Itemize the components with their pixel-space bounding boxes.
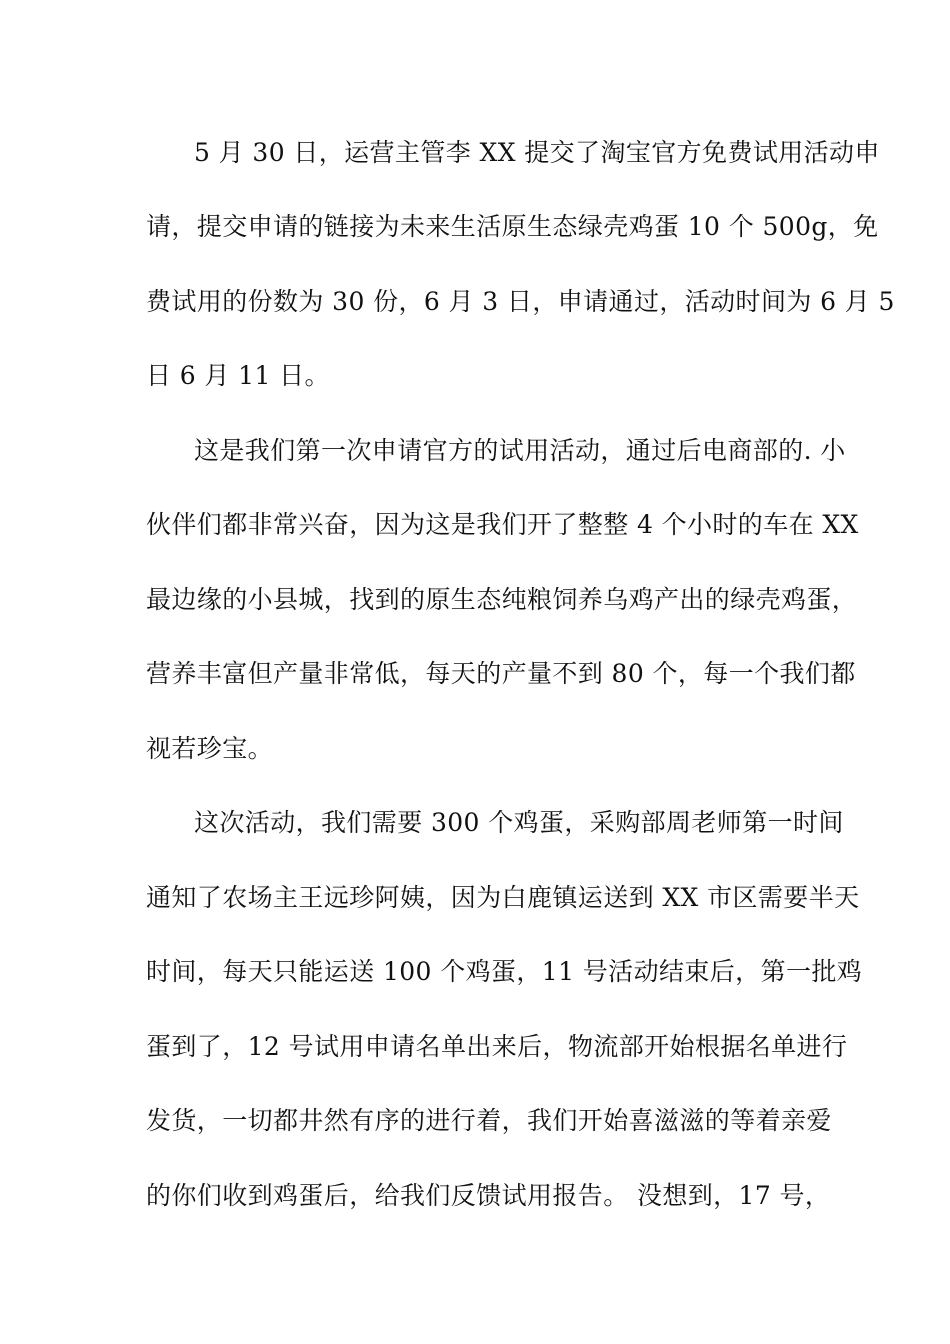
- paragraph-2-line-3: 最边缘的小县城，找到的原生态纯粮饲养乌鸡产出的绿壳鸡蛋，: [146, 585, 858, 614]
- paragraph-3-line-6: 的你们收到鸡蛋后，给我们反馈试用报告。 没想到，17 号，: [146, 1181, 831, 1210]
- paragraph-3-line-2: 通知了农场主王远珍阿姨，因为白鹿镇运送到 XX 市区需要半天: [146, 883, 860, 912]
- paragraph-3-line-4: 蛋到了，12 号试用申请名单出来后，物流部开始根据名单进行: [146, 1032, 848, 1061]
- paragraph-2-line-1: 这是我们第一次申请官方的试用活动，通过后电商部的. 小: [194, 436, 846, 465]
- paragraph-3-line-3: 时间，每天只能运送 100 个鸡蛋，11 号活动结束后，第一批鸡: [146, 957, 863, 986]
- paragraph-1-line-2: 请，提交申请的链接为未来生活原生态绿壳鸡蛋 10 个 500g，免: [146, 212, 879, 241]
- paragraph-2-line-2: 伙伴们都非常兴奋，因为这是我们开了整整 4 个小时的车在 XX: [146, 510, 859, 539]
- paragraph-1-line-1: 5 月 30 日，运营主管李 XX 提交了淘宝官方免费试用活动申: [194, 138, 880, 167]
- paragraph-3-line-5: 发货，一切都井然有序的进行着，我们开始喜滋滋的等着亲爱: [146, 1106, 832, 1135]
- paragraph-2-line-4: 营养丰富但产量非常低，每天的产量不到 80 个，每一个我们都: [146, 659, 856, 688]
- paragraph-3-line-1: 这次活动，我们需要 300 个鸡蛋，采购部周老师第一时间: [194, 808, 844, 837]
- paragraph-1-line-3: 费试用的份数为 30 份，6 月 3 日，申请通过，活动时间为 6 月 5: [146, 287, 895, 316]
- paragraph-1-line-4: 日 6 月 11 日。: [146, 361, 330, 390]
- paragraph-2-line-5: 视若珍宝。: [146, 734, 274, 763]
